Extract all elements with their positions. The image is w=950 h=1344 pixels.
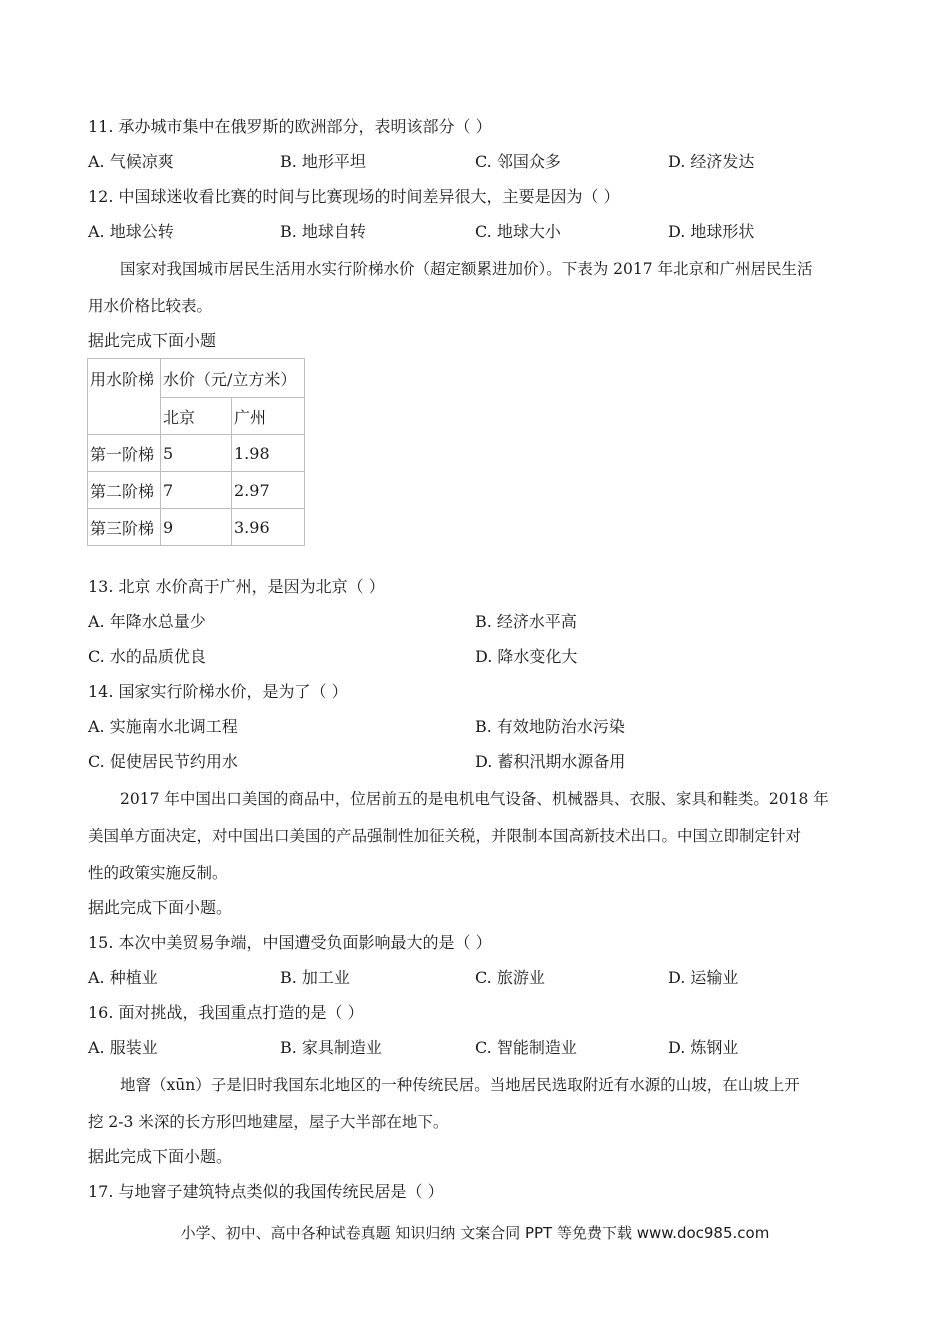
question-14-option-a: A. 实施南水北调工程 <box>88 717 238 736</box>
table-cell-tier: 第二阶梯 <box>88 472 161 509</box>
table-cell-guangzhou: 3.96 <box>232 509 305 546</box>
question-11-option-d: D. 经济发达 <box>668 152 755 171</box>
table-cell-beijing: 5 <box>161 435 232 472</box>
passage-1-line-1: 国家对我国城市居民生活用水实行阶梯水价（超定额累进加价）。下表为 2017 年北京和广州居民生活 <box>120 260 813 278</box>
question-16-option-b: B. 家具制造业 <box>280 1038 382 1057</box>
passage-2-line-2: 美国单方面决定，对中国出口美国的产品强制性加征关税，并限制本国高新技术出口。中国立即制定针对 <box>88 827 802 845</box>
table-row <box>88 472 305 509</box>
question-16-option-a: A. 服装业 <box>88 1038 158 1057</box>
table-row <box>88 509 305 546</box>
question-14-option-d: D. 蓄积汛期水源备用 <box>475 752 626 771</box>
table-header-guangzhou: 广州 <box>232 398 305 435</box>
question-11-option-b: B. 地形平坦 <box>280 152 366 171</box>
question-14-option-c: C. 促使居民节约用水 <box>88 752 238 771</box>
passage-3-line-1: 地窨（xūn）子是旧时我国东北地区的一种传统民居。当地居民选取附近有水源的山坡，在山坡上开 <box>120 1076 800 1094</box>
table-row <box>88 435 305 472</box>
question-16-option-d: D. 炼钢业 <box>668 1038 739 1057</box>
table-header-beijing: 北京 <box>161 398 232 435</box>
question-16-option-c: C. 智能制造业 <box>475 1038 577 1057</box>
question-11-stem: 11. 承办城市集中在俄罗斯的欧洲部分，表明该部分（ ） <box>88 117 492 136</box>
question-13-option-a: A. 年降水总量少 <box>88 612 206 631</box>
question-15-option-b: B. 加工业 <box>280 968 350 987</box>
question-12-option-b: B. 地球自转 <box>280 222 366 241</box>
question-11-option-c: C. 邻国众多 <box>475 152 561 171</box>
question-13-option-d: D. 降水变化大 <box>475 647 578 666</box>
passage-2-line-3: 性的政策实施反制。 <box>88 864 228 882</box>
passage-2-line-1: 2017 年中国出口美国的商品中，位居前五的是电机电气设备、机械器具、衣服、家具和鞋类。2018 年 <box>120 790 829 808</box>
page-footer: 小学、初中、高中各种试卷真题 知识归纳 文案合同 PPT 等免费下载 www.doc985.com <box>180 1224 770 1242</box>
question-15-option-d: D. 运输业 <box>668 968 739 987</box>
question-14-stem: 14. 国家实行阶梯水价，是为了（ ） <box>88 682 348 701</box>
table-header-price: 水价（元/立方米） <box>161 359 305 398</box>
question-13-stem: 13. 北京 水价高于广州，是因为北京（ ） <box>88 577 385 596</box>
table-cell-tier: 第三阶梯 <box>88 509 161 546</box>
question-15-stem: 15. 本次中美贸易争端，中国遭受负面影响最大的是（ ） <box>88 933 492 952</box>
question-12-option-a: A. 地球公转 <box>88 222 174 241</box>
question-12-stem: 12. 中国球迷收看比赛的时间与比赛现场的时间差异很大，主要是因为（ ） <box>88 187 620 206</box>
question-13-option-c: C. 水的品质优良 <box>88 647 206 666</box>
passage-2-instruction: 据此完成下面小题。 <box>88 898 233 917</box>
table-cell-beijing: 9 <box>161 509 232 546</box>
question-16-stem: 16. 面对挑战，我国重点打造的是（ ） <box>88 1003 364 1022</box>
question-14-option-b: B. 有效地防治水污染 <box>475 717 625 736</box>
question-12-option-d: D. 地球形状 <box>668 222 755 241</box>
passage-1-instruction: 据此完成下面小题 <box>88 331 217 350</box>
table-cell-guangzhou: 1.98 <box>232 435 305 472</box>
passage-3-instruction: 据此完成下面小题。 <box>88 1147 233 1166</box>
passage-3-line-2: 挖 2-3 米深的长方形凹地建屋，屋子大半部在地下。 <box>88 1113 449 1131</box>
table-header-tier: 用水阶梯 <box>88 359 161 435</box>
table-cell-guangzhou: 2.97 <box>232 472 305 509</box>
table-cell-beijing: 7 <box>161 472 232 509</box>
question-15-option-a: A. 种植业 <box>88 968 158 987</box>
question-17-stem: 17. 与地窨子建筑特点类似的我国传统民居是（ ） <box>88 1182 444 1201</box>
question-12-option-c: C. 地球大小 <box>475 222 561 241</box>
question-13-option-b: B. 经济水平高 <box>475 612 577 631</box>
water-price-table <box>87 358 305 546</box>
question-15-option-c: C. 旅游业 <box>475 968 545 987</box>
passage-1-line-2: 用水价格比较表。 <box>88 297 213 315</box>
question-11-option-a: A. 气候凉爽 <box>88 152 174 171</box>
table-cell-tier: 第一阶梯 <box>88 435 161 472</box>
